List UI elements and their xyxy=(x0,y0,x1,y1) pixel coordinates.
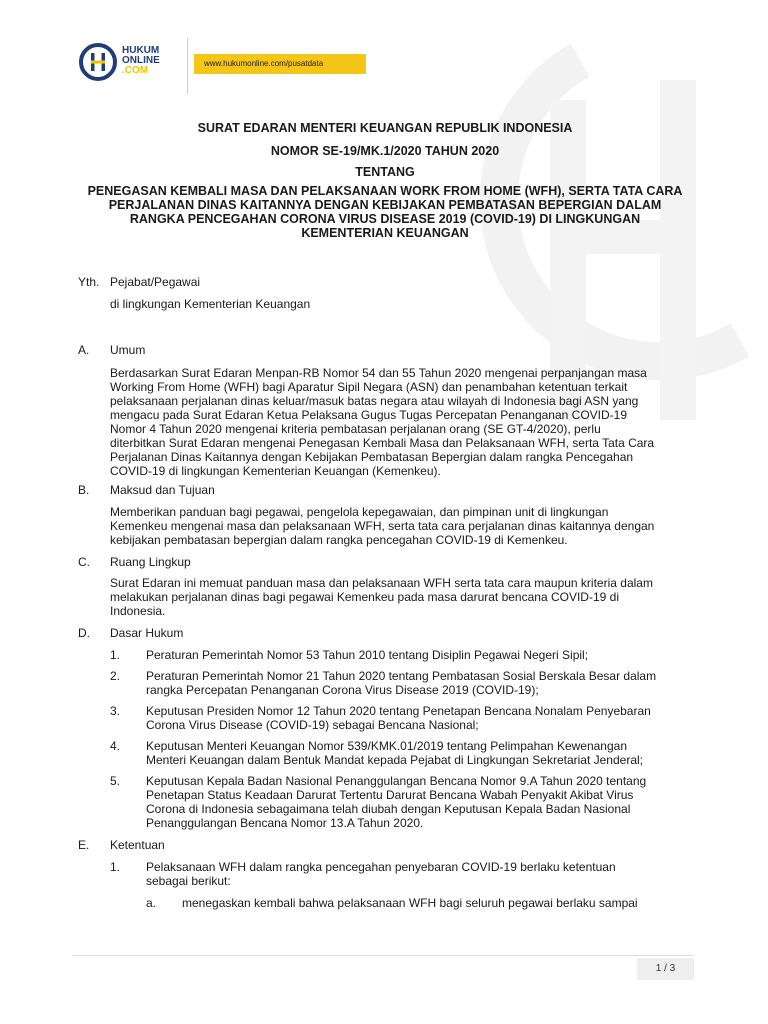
doc-subject xyxy=(80,184,690,240)
hukumonline-logo-icon xyxy=(78,42,118,82)
body-line: Surat Edaran ini memuat panduan masa dan pelaksanaan WFH serta tata cara maupun kriteria dalam xyxy=(110,576,653,590)
header-divider xyxy=(187,38,188,94)
legal-basis-number: 4. xyxy=(110,739,121,753)
body-line: Keputusan Presiden Nomor 12 Tahun 2020 tentang Penetapan Bencana Nonalam Penyebaran xyxy=(146,704,651,718)
section-b-letter: B. xyxy=(78,483,90,497)
body-line: Keputusan Kepala Badan Nasional Penanggulangan Bencana Nomor 9.A Tahun 2020 tentang xyxy=(146,774,647,788)
body-line: Berdasarkan Surat Edaran Menpan-RB Nomor 54 dan 55 Tahun 2020 mengenai perpanjangan masa xyxy=(110,366,647,380)
legal-basis-item xyxy=(146,774,706,830)
legal-basis-number: 5. xyxy=(110,774,121,788)
body-line: Corona di Indonesia sebagaimana telah diubah dengan Keputusan Kepala Badan Nasional xyxy=(146,802,631,816)
body-line: pelaksanaan perjalanan dinas keluar/masuk batas negara atau wilayah di Indonesia bagi ASN yang xyxy=(110,394,639,408)
url-badge[interactable] xyxy=(194,54,366,74)
body-line: Corona Virus Disease (COVID-19) sebagai Bencana Nasional; xyxy=(146,718,479,732)
body-line: sebagai berikut: xyxy=(146,874,231,888)
subject-line: KEMENTERIAN KEUANGAN xyxy=(301,226,469,240)
legal-basis-item xyxy=(146,739,706,767)
section-a-letter: A. xyxy=(78,343,90,357)
doc-about: TENTANG xyxy=(355,165,415,179)
brand-line-2: ONLINE xyxy=(122,55,160,66)
subject-line: PERJALANAN DINAS KAITANNYA DENGAN KEBIJAKAN PEMBATASAN BEPERGIAN DALAM xyxy=(108,198,662,212)
body-line: diterbitkan Surat Edaran mengenai Penegasan Kembali Masa dan Pelaksanaan WFH, serta Tata Cara xyxy=(110,436,655,450)
recipient-place: di lingkungan Kementerian Keuangan xyxy=(110,297,311,311)
section-d-heading: Dasar Hukum xyxy=(110,626,184,640)
provision-sub-letter: a. xyxy=(146,896,157,910)
body-line: Menteri Keuangan dalam Bentuk Mandat kepada Pejabat di Lingkungan Sekretariat Jenderal; xyxy=(146,753,643,767)
provision-sub-text: menegaskan kembali bahwa pelaksanaan WFH bagi seluruh pegawai berlaku sampai xyxy=(182,896,638,910)
brand-name xyxy=(122,46,160,76)
body-line: Penetapan Status Keadaan Darurat Tertentu Darurat Bencana Wabah Penyakit Akibat Virus xyxy=(146,788,634,802)
doc-number: NOMOR SE-19/MK.1/2020 TAHUN 2020 xyxy=(270,144,500,158)
page-indicator: 1 / 3 xyxy=(637,958,694,980)
body-line: kebijakan pembatasan bepergian dalam rangka pencegahan COVID-19 di Kemenkeu. xyxy=(110,533,568,547)
body-line: Indonesia. xyxy=(110,604,166,618)
legal-basis-item xyxy=(146,704,706,732)
body-line: rangka Percepatan Penanganan Corona Virus Disease 2019 (COVID-19); xyxy=(146,683,539,697)
subject-line: RANGKA PENCEGAHAN CORONA VIRUS DISEASE 2019 (COVID-19) DI LINGKUNGAN xyxy=(129,212,641,226)
legal-basis-number: 2. xyxy=(110,669,121,683)
url-text: www.hukumonline.com/pusatdata xyxy=(204,59,324,68)
body-line: mengacu pada Surat Edaran Ketua Pelaksana Gugus Tugas Percepatan Penanganan COVID-19 xyxy=(110,408,628,422)
legal-basis-number: 1. xyxy=(110,648,121,662)
brand-line-3: .COM xyxy=(122,65,149,76)
body-line: melakukan perjalanan dinas bagi pegawai Kemenkeu pada masa darurat bencana COVID-19 di xyxy=(110,590,619,604)
body-line: Pelaksanaan WFH dalam rangka pencegahan penyebaran COVID-19 berlaku ketentuan xyxy=(146,860,616,874)
section-a-heading: Umum xyxy=(110,343,146,357)
legal-basis-item xyxy=(146,648,706,662)
body-line: Peraturan Pemerintah Nomor 21 Tahun 2020 tentang Pembatasan Sosial Berskala Besar dalam xyxy=(146,669,657,683)
body-line: Working From Home (WFH) bagi Aparatur Sipil Negara (ASN) dan penambahan ketentuan terkait xyxy=(110,380,628,394)
provision-number: 1. xyxy=(110,860,121,874)
legal-basis-item xyxy=(146,669,706,697)
subject-line: PENEGASAN KEMBALI MASA DAN PELAKSANAAN WORK FROM HOME (WFH), SERTA TATA CARA xyxy=(87,184,683,198)
section-a-body xyxy=(110,366,700,478)
recipient-name: Pejabat/Pegawai xyxy=(110,275,201,289)
section-c-heading: Ruang Lingkup xyxy=(110,555,191,569)
provision-item xyxy=(146,860,706,888)
doc-title: SURAT EDARAN MENTERI KEUANGAN REPUBLIK INDONESIA xyxy=(197,121,573,135)
footer-divider xyxy=(72,955,694,956)
body-line: Perjalanan Dinas Kaitannya dengan Kebijakan Pembatasan Bepergian dalam rangka Pencegahan xyxy=(110,450,634,464)
section-d-letter: D. xyxy=(78,626,90,640)
recipient-label: Yth. xyxy=(78,275,100,289)
section-e-heading: Ketentuan xyxy=(110,838,165,852)
section-c-body xyxy=(110,576,700,618)
brand-line-1: HUKUM xyxy=(122,45,160,56)
body-line: Peraturan Pemerintah Nomor 53 Tahun 2010 tentang Disiplin Pegawai Negeri Sipil; xyxy=(146,648,589,662)
body-line: Memberikan panduan bagi pegawai, pengelola kepegawaian, dan pimpinan unit di lingkungan xyxy=(110,505,609,519)
section-b-heading: Maksud dan Tujuan xyxy=(110,483,215,497)
legal-basis-number: 3. xyxy=(110,704,121,718)
body-line: Kemenkeu mengenai masa dan pelaksanaan WFH, serta tata cara perjalanan dinas kaitannya dengan xyxy=(110,519,655,533)
body-line: Nomor 4 Tahun 2020 mengenai kriteria pembatasan perjalanan orang (SE GT-4/2020), perlu xyxy=(110,422,601,436)
body-line: Keputusan Menteri Keuangan Nomor 539/KMK.01/2019 tentang Pelimpahan Kewenangan xyxy=(146,739,628,753)
body-line: COVID-19 di lingkungan Kementerian Keuangan (Kemenkeu). xyxy=(110,464,441,478)
body-line: Penanggulangan Bencana Nomor 13.A Tahun 2020. xyxy=(146,816,424,830)
section-b-body xyxy=(110,505,700,547)
document-header xyxy=(78,38,378,94)
section-e-letter: E. xyxy=(78,838,90,852)
section-c-letter: C. xyxy=(78,555,90,569)
